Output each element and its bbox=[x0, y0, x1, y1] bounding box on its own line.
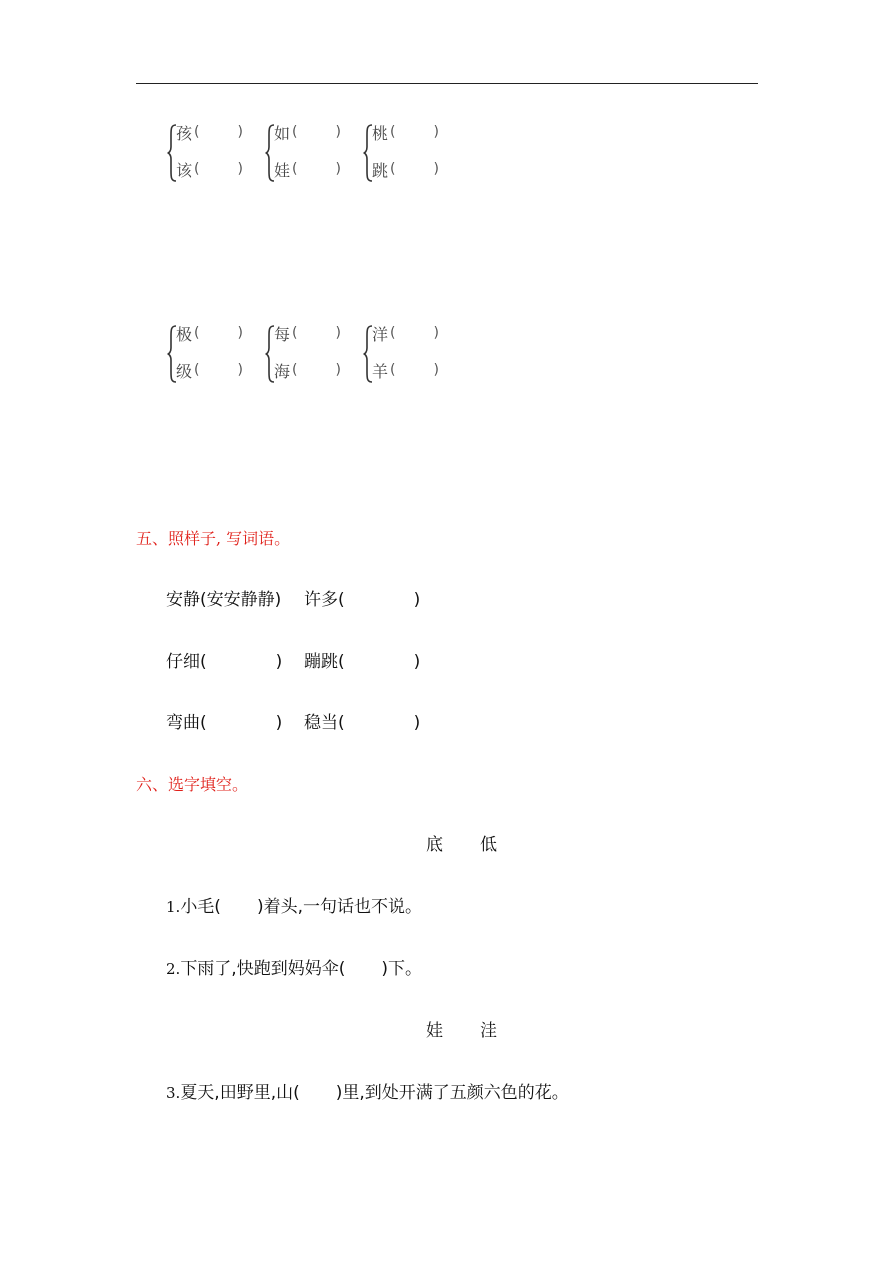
char-pair bbox=[363, 324, 453, 384]
section-6-title: 六、选字填空。 bbox=[136, 775, 249, 794]
character: 级 bbox=[176, 361, 193, 381]
character: 极 bbox=[176, 324, 193, 344]
char-pair-bottom: 级 ( ) bbox=[176, 359, 243, 381]
character: 该 bbox=[176, 160, 193, 180]
header-rule bbox=[136, 83, 758, 84]
example-word: 安静 bbox=[166, 590, 200, 610]
character: 羊 bbox=[372, 361, 389, 381]
char-pair-bottom: 羊 ( ) bbox=[372, 359, 439, 381]
char-pair-top: 洋 ( ) bbox=[372, 322, 439, 344]
section-5-item-zixi: 仔细( ) bbox=[166, 652, 283, 672]
char-pair bbox=[265, 324, 355, 384]
char-pair-bottom: 跳 ( ) bbox=[372, 158, 439, 180]
char-pair-bottom: 该 ( ) bbox=[176, 158, 243, 180]
section-5-item-bengtiao: 蹦跳( ) bbox=[304, 652, 421, 672]
char-pair-top: 如 ( ) bbox=[274, 121, 341, 143]
char-pair bbox=[167, 123, 257, 183]
choice-char-di-1: 底 bbox=[426, 835, 443, 855]
example-answer: 安安静静 bbox=[206, 590, 275, 610]
section-5-item-wanqu: 弯曲( ) bbox=[166, 713, 283, 733]
char-pair-top: 每 ( ) bbox=[274, 322, 341, 344]
char-pair bbox=[265, 123, 355, 183]
choice-char-wa-2: 洼 bbox=[480, 1021, 497, 1041]
char-pair bbox=[167, 324, 257, 384]
section-5-title: 五、照样子, 写词语。 bbox=[136, 529, 291, 548]
character: 如 bbox=[274, 123, 291, 143]
character: 海 bbox=[274, 361, 291, 381]
character: 每 bbox=[274, 324, 291, 344]
character: 跳 bbox=[372, 160, 389, 180]
question-2: 2.下雨了,快跑到妈妈伞( )下。 bbox=[166, 959, 422, 979]
choice-char-di-2: 低 bbox=[480, 835, 497, 855]
char-pair-bottom: 海 ( ) bbox=[274, 359, 341, 381]
char-pair bbox=[363, 123, 453, 183]
character: 桃 bbox=[372, 123, 389, 143]
char-pair-top: 桃 ( ) bbox=[372, 121, 439, 143]
section-5-row-1: 安静(安安静静) bbox=[166, 590, 282, 610]
char-pair-top: 孩 ( ) bbox=[176, 121, 243, 143]
section-5-item-xuduo: 许多( ) bbox=[304, 590, 421, 610]
character: 孩 bbox=[176, 123, 193, 143]
char-pair-bottom: 娃 ( ) bbox=[274, 158, 341, 180]
character: 洋 bbox=[372, 324, 389, 344]
char-pair-top: 极 ( ) bbox=[176, 322, 243, 344]
character: 娃 bbox=[274, 160, 291, 180]
question-3: 3.夏天,田野里,山( )里,到处开满了五颜六色的花。 bbox=[166, 1083, 569, 1103]
section-5-item-wendang: 稳当( ) bbox=[304, 713, 421, 733]
choice-char-wa-1: 娃 bbox=[426, 1021, 443, 1041]
question-1: 1.小毛( )着头,一句话也不说。 bbox=[166, 897, 422, 917]
